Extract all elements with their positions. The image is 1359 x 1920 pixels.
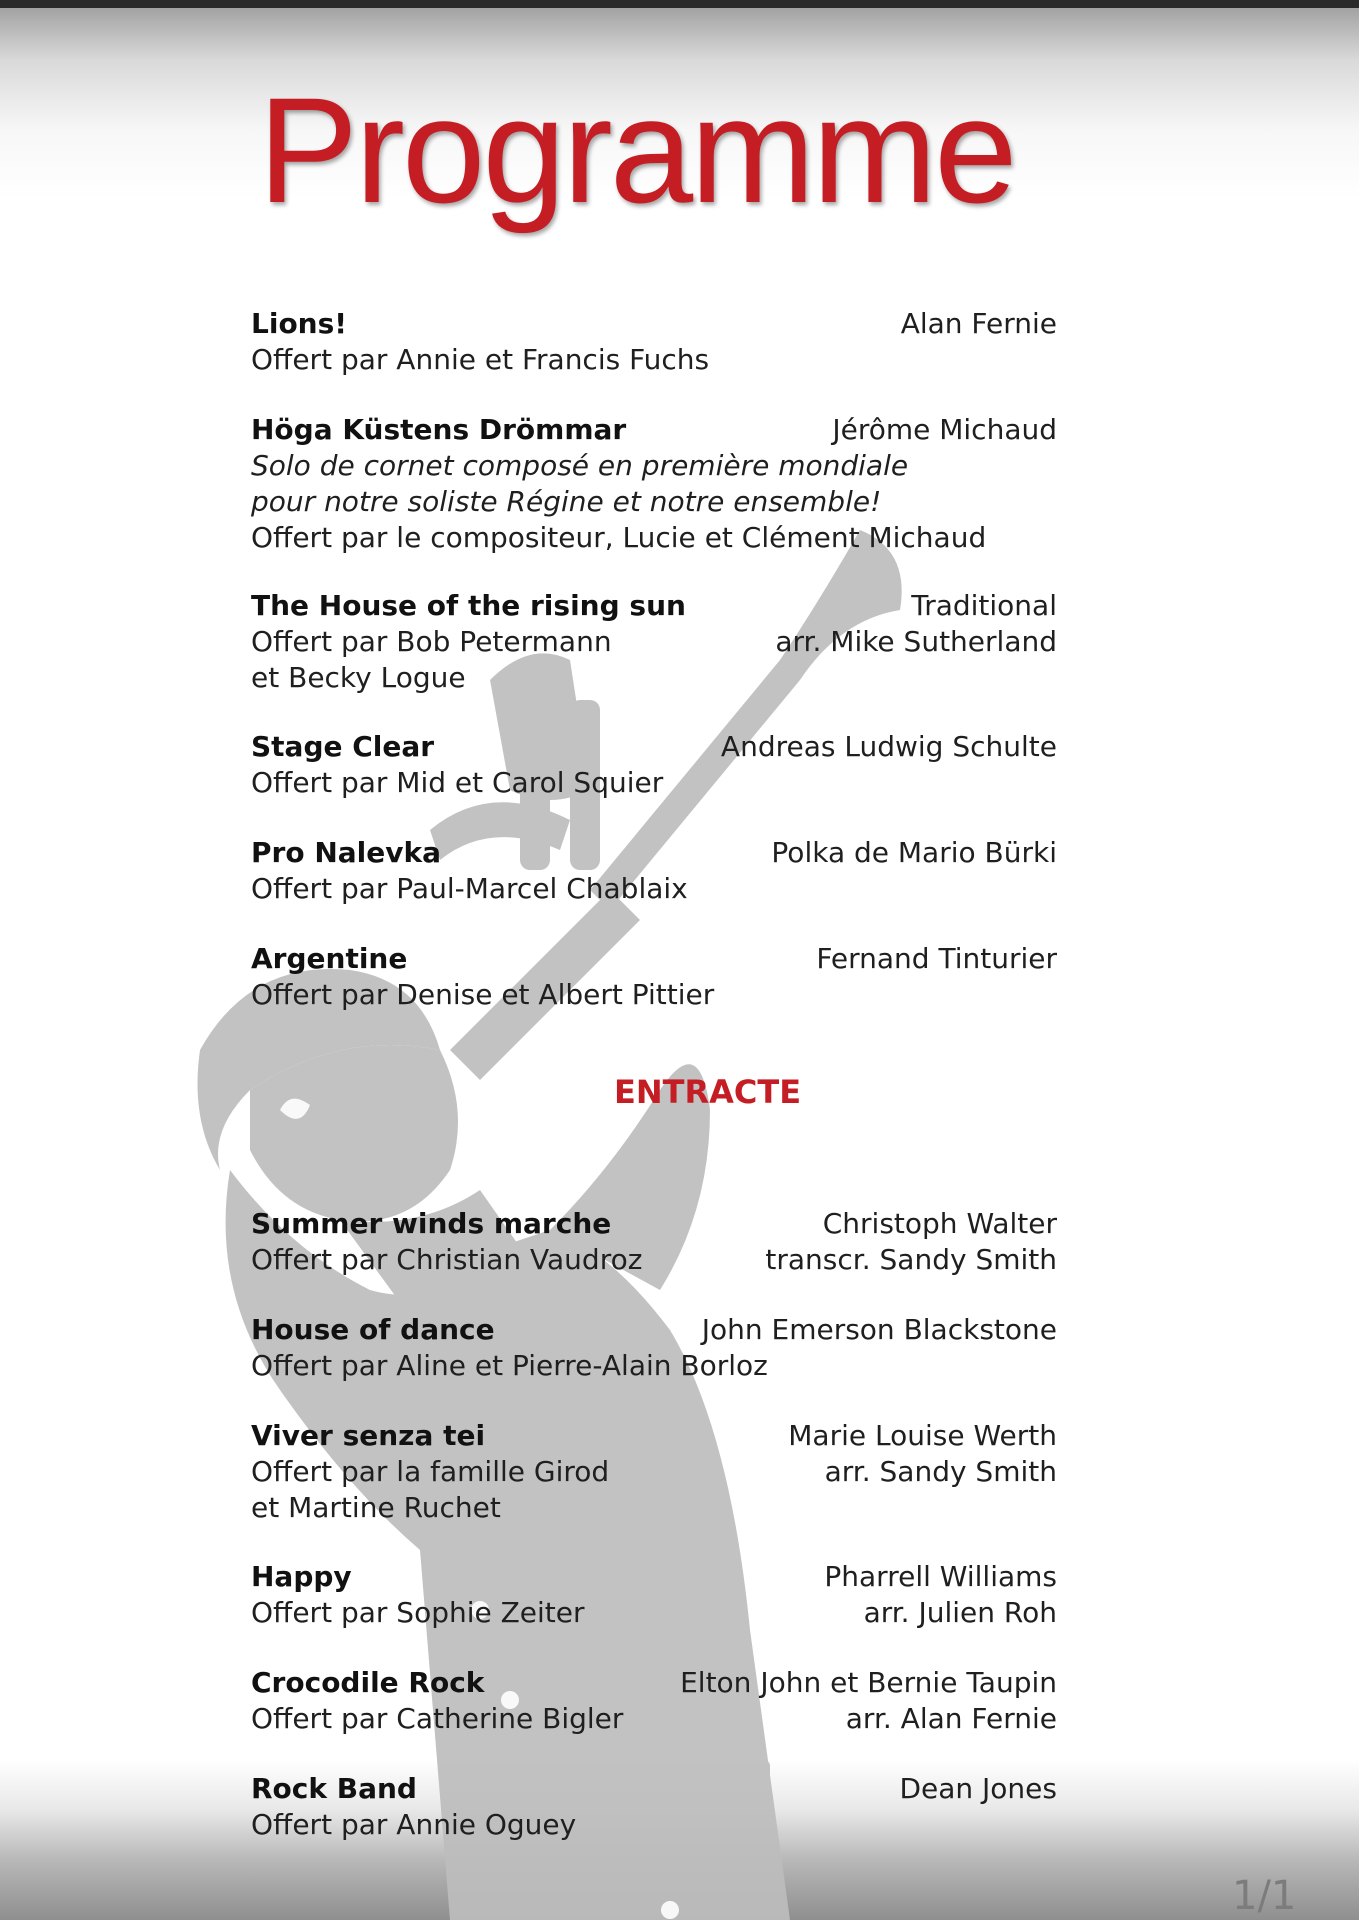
composer-line: transcr. Sandy Smith <box>765 1243 1057 1276</box>
sponsor-line: Offert par Catherine Bigler <box>251 1702 624 1735</box>
composer-block <box>702 1312 1057 1348</box>
composer-block <box>771 835 1057 871</box>
program-item <box>251 1206 1057 1278</box>
composer-line: Jérôme Michaud <box>832 413 1057 446</box>
intermission-label: ENTRACTE <box>614 1073 802 1111</box>
piece-title: House of dance <box>251 1313 495 1346</box>
composer-line: Alan Fernie <box>900 307 1057 340</box>
sponsor-line: Offert par Bob Petermann <box>251 625 612 658</box>
program-item <box>251 941 1057 1013</box>
sponsor-line: et Becky Logue <box>251 661 466 694</box>
composer-block <box>899 1771 1057 1807</box>
composer-line: arr. Sandy Smith <box>824 1455 1057 1488</box>
sponsor-line: Offert par Annie et Francis Fuchs <box>251 343 710 376</box>
composer-block <box>721 729 1057 765</box>
piece-title: Stage Clear <box>251 730 435 763</box>
viewer-top-bar <box>0 0 1359 8</box>
composer-line: arr. Mike Sutherland <box>775 625 1057 658</box>
sponsor-line: Offert par Christian Vaudroz <box>251 1243 643 1276</box>
piece-title: Pro Nalevka <box>251 836 441 869</box>
program-item <box>251 835 1057 907</box>
program-item <box>251 412 1057 556</box>
piece-title: Argentine <box>251 942 408 975</box>
composer-line: Fernand Tinturier <box>816 942 1057 975</box>
piece-title: The House of the rising sun <box>251 589 686 622</box>
composer-line: Dean Jones <box>899 1772 1057 1805</box>
page-indicator: 1/1 <box>1232 1873 1297 1919</box>
note-line: Solo de cornet composé en première mondiale <box>251 449 909 482</box>
program-item <box>251 588 1057 696</box>
composer-block <box>680 1665 1057 1737</box>
piece-title: Crocodile Rock <box>251 1666 485 1699</box>
piece-title: Rock Band <box>251 1772 417 1805</box>
composer-line: arr. Julien Roh <box>863 1596 1057 1629</box>
program-item <box>251 1418 1057 1526</box>
sponsor-line: Offert par le compositeur, Lucie et Clément Michaud <box>251 521 987 554</box>
program-item <box>251 1559 1057 1631</box>
page-title: Programme <box>258 66 1015 234</box>
composer-block <box>824 1559 1057 1631</box>
piece-title: Summer winds marche <box>251 1207 612 1240</box>
composer-block <box>816 941 1057 977</box>
composer-line: arr. Alan Fernie <box>845 1702 1057 1735</box>
piece-title: Viver senza tei <box>251 1419 486 1452</box>
program-item <box>251 729 1057 801</box>
composer-line: John Emerson Blackstone <box>701 1313 1057 1346</box>
program-item <box>251 1312 1057 1384</box>
composer-line: Traditional <box>911 589 1057 622</box>
piece-title: Lions! <box>251 307 348 340</box>
sponsor-line: et Martine Ruchet <box>251 1491 501 1524</box>
sponsor-line: Offert par Annie Oguey <box>251 1808 577 1841</box>
composer-line: Polka de Mario Bürki <box>771 836 1057 869</box>
sponsor-line: Offert par Aline et Pierre-Alain Borloz <box>251 1349 768 1382</box>
sponsor-line: Offert par Denise et Albert Pittier <box>251 978 715 1011</box>
piece-title: Happy <box>251 1560 352 1593</box>
sponsor-line: Offert par la famille Girod <box>251 1455 610 1488</box>
composer-line: Pharrell Williams <box>824 1560 1057 1593</box>
composer-line: Andreas Ludwig Schulte <box>720 730 1057 763</box>
sponsor-line: Offert par Mid et Carol Squier <box>251 766 664 799</box>
note-line: pour notre soliste Régine et notre ensemble! <box>251 485 882 518</box>
piece-title: Höga Küstens Drömmar <box>251 413 627 446</box>
composer-block <box>765 1206 1057 1278</box>
sponsor-line: Offert par Paul-Marcel Chablaix <box>251 872 688 905</box>
composer-line: Elton John et Bernie Taupin <box>680 1666 1057 1699</box>
program-item <box>251 1771 1057 1843</box>
composer-block <box>775 588 1057 660</box>
composer-line: Marie Louise Werth <box>788 1419 1057 1452</box>
composer-block <box>901 306 1057 342</box>
composer-block <box>788 1418 1057 1490</box>
sponsor-line: Offert par Sophie Zeiter <box>251 1596 585 1629</box>
program-item <box>251 1665 1057 1737</box>
composer-line: Christoph Walter <box>822 1207 1057 1240</box>
composer-block <box>832 412 1057 448</box>
program-item <box>251 306 1057 378</box>
